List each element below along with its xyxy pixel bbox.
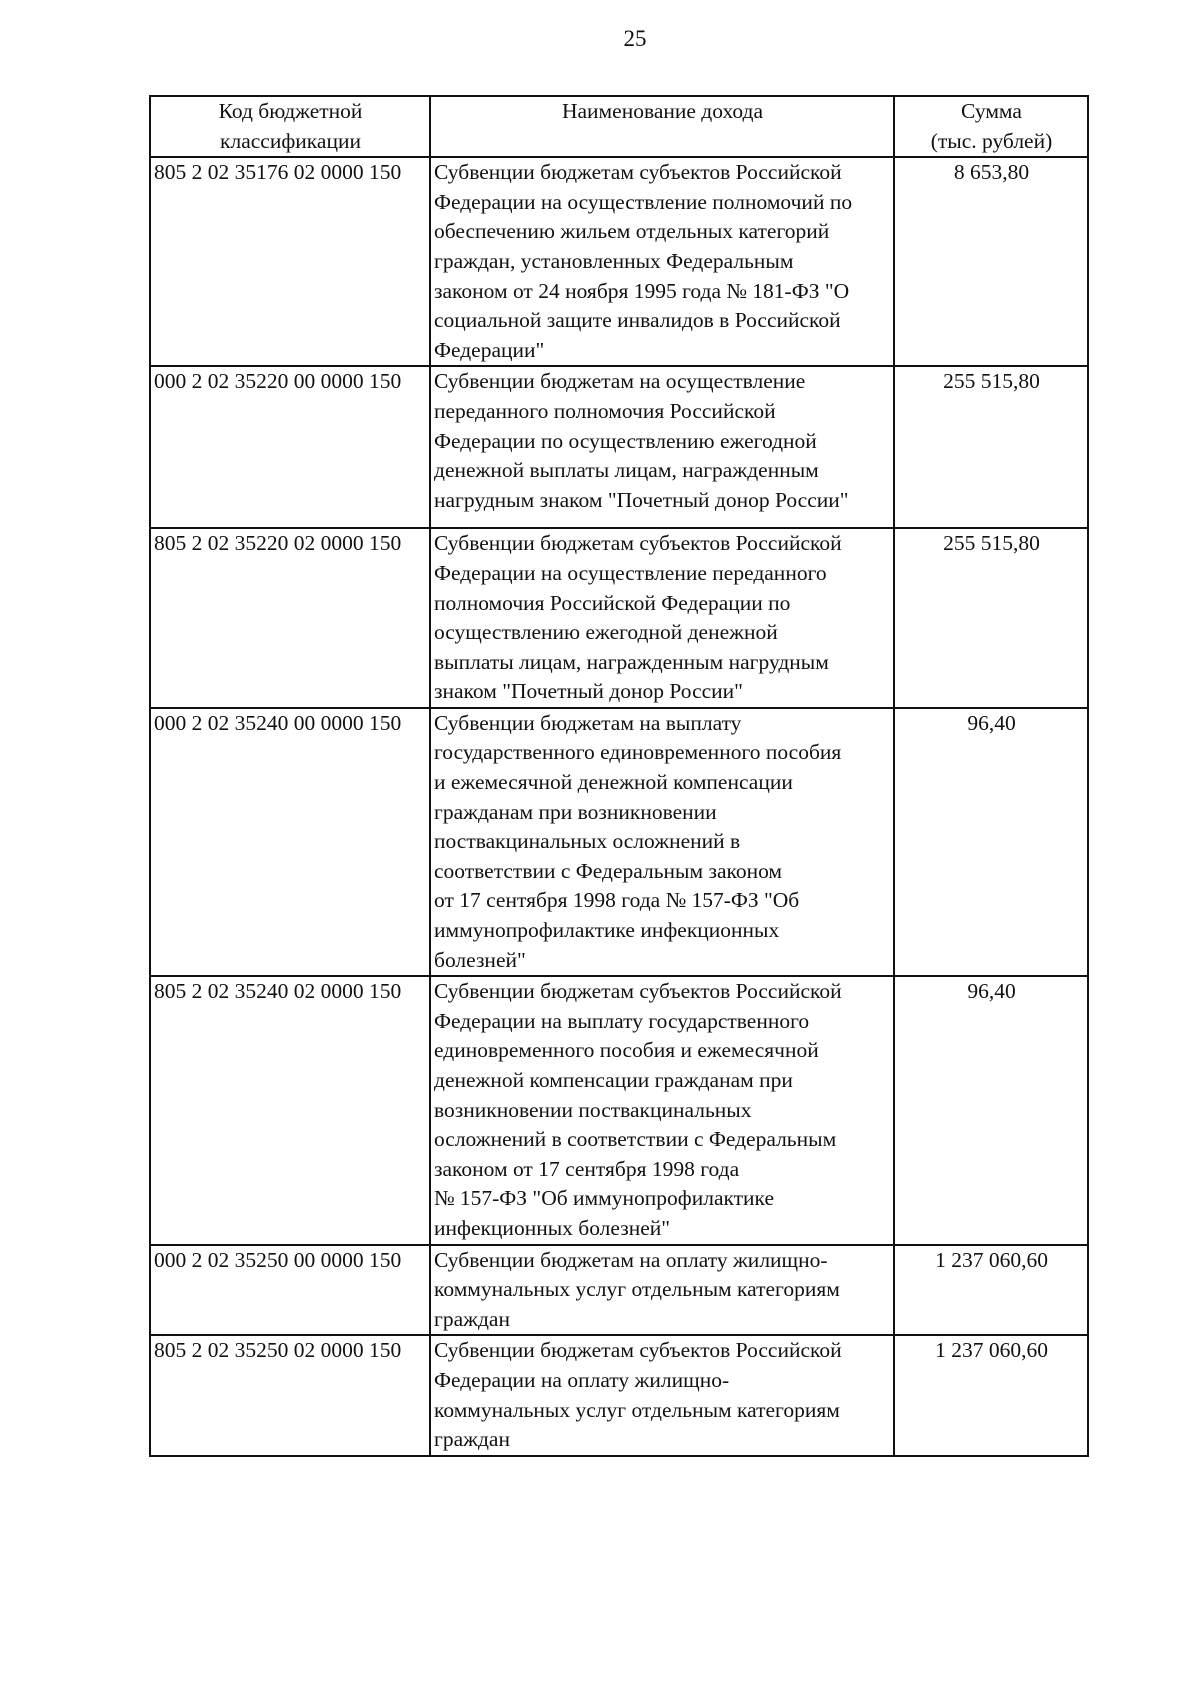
income-name-line: законом от 17 сентября 1998 года bbox=[434, 1156, 740, 1181]
income-name-line: граждан bbox=[434, 1427, 510, 1452]
income-name-line: коммунальных услуг отдельным категориям bbox=[434, 1397, 840, 1422]
budget-code-cell: 805 2 02 35220 02 0000 150 bbox=[150, 528, 430, 708]
budget-code-cell: 805 2 02 35176 02 0000 150 bbox=[150, 157, 430, 366]
income-name-line: выплаты лицам, награжденным нагрудным bbox=[434, 649, 829, 674]
page-number: 25 bbox=[623, 26, 647, 51]
amount-cell: 255 515,80 bbox=[894, 528, 1088, 708]
budget-code-cell: 000 2 02 35250 00 0000 150 bbox=[150, 1245, 430, 1336]
income-name-cell bbox=[430, 157, 894, 366]
income-name-cell bbox=[430, 976, 894, 1244]
income-name-line: единовременного пособия и ежемесячной bbox=[434, 1038, 819, 1063]
header-code bbox=[150, 96, 430, 157]
income-name-line: нагрудным знаком "Почетный донор России" bbox=[434, 487, 849, 512]
income-name-line: переданного полномочия Российской bbox=[434, 398, 776, 423]
header-code-line: классификации bbox=[220, 128, 361, 153]
budget-code-cell: 000 2 02 35240 00 0000 150 bbox=[150, 708, 430, 976]
income-name-line: болезней" bbox=[434, 947, 526, 972]
income-name-line: гражданам при возникновении bbox=[434, 799, 717, 824]
income-name-line: обеспечению жильем отдельных категорий bbox=[434, 219, 830, 244]
header-sum-line: Сумма bbox=[961, 99, 1022, 123]
amount-cell: 255 515,80 bbox=[894, 366, 1088, 528]
income-name-line: законом от 24 ноября 1995 года № 181-ФЗ "О bbox=[434, 278, 850, 303]
income-name-line: коммунальных услуг отдельным категориям bbox=[434, 1277, 840, 1302]
amount-cell: 96,40 bbox=[894, 976, 1088, 1244]
income-name-line: от 17 сентября 1998 года № 157-ФЗ "Об bbox=[434, 888, 800, 913]
income-name-line: Федерации по осуществлению ежегодной bbox=[434, 428, 817, 453]
income-name-line: инфекционных болезней" bbox=[434, 1215, 671, 1240]
amount-cell: 1 237 060,60 bbox=[894, 1245, 1088, 1336]
income-name-line: социальной защите инвалидов в Российской bbox=[434, 308, 841, 333]
income-name-line: Субвенции бюджетам субъектов Российской bbox=[434, 160, 842, 185]
table-row bbox=[150, 1335, 1088, 1455]
income-name-line: Федерации" bbox=[434, 337, 545, 362]
income-name-line: денежной выплаты лицам, награжденным bbox=[434, 458, 819, 483]
income-name-cell bbox=[430, 1245, 894, 1336]
table-row bbox=[150, 1245, 1088, 1336]
header-code-line: Код бюджетной bbox=[218, 99, 363, 123]
income-name-line: государственного единовременного пособия bbox=[434, 740, 842, 765]
budget-code-cell: 805 2 02 35250 02 0000 150 bbox=[150, 1335, 430, 1455]
income-name-line: знаком "Почетный донор России" bbox=[434, 679, 743, 704]
budget-code-cell: 000 2 02 35220 00 0000 150 bbox=[150, 366, 430, 528]
amount-cell: 1 237 060,60 bbox=[894, 1335, 1088, 1455]
income-name-line: осуществлению ежегодной денежной bbox=[434, 620, 778, 645]
income-name-line: поствакцинальных осложнений в bbox=[434, 829, 741, 854]
income-name-line: Субвенции бюджетам на выплату bbox=[434, 710, 742, 735]
income-name-cell bbox=[430, 528, 894, 708]
income-name-line: иммунопрофилактике инфекционных bbox=[434, 918, 780, 943]
budget-income-table bbox=[149, 95, 1089, 1457]
header-name-line: Наименование дохода bbox=[561, 99, 764, 123]
income-name-line: полномочия Российской Федерации по bbox=[434, 590, 791, 615]
income-name-line: и ежемесячной денежной компенсации bbox=[434, 770, 793, 795]
income-name-line: граждан, установленных Федеральным bbox=[434, 248, 794, 273]
income-name-line: № 157-ФЗ "Об иммунопрофилактике bbox=[434, 1186, 775, 1211]
income-name-cell bbox=[430, 708, 894, 976]
income-name-line: возникновении поствакцинальных bbox=[434, 1097, 752, 1122]
income-name-cell bbox=[430, 366, 894, 528]
income-name-line: соответствии с Федеральным законом bbox=[434, 858, 783, 883]
income-name-line: Субвенции бюджетам субъектов Российской bbox=[434, 531, 842, 556]
income-name-line: Федерации на осуществление переданного bbox=[434, 560, 827, 585]
amount-cell: 8 653,80 bbox=[894, 157, 1088, 366]
income-name-line: осложнений в соответствии с Федеральным bbox=[434, 1127, 837, 1152]
income-name-line: денежной компенсации гражданам при bbox=[434, 1068, 793, 1092]
table-row bbox=[150, 528, 1088, 708]
table-row bbox=[150, 366, 1088, 528]
budget-code-cell: 805 2 02 35240 02 0000 150 bbox=[150, 976, 430, 1244]
income-name-line: Федерации на выплату государственного bbox=[434, 1008, 810, 1033]
income-name-line: Субвенции бюджетам субъектов Российской bbox=[434, 1338, 842, 1363]
table-row bbox=[150, 976, 1088, 1244]
income-name-line: Субвенции бюджетам субъектов Российской bbox=[434, 979, 842, 1004]
income-name-cell bbox=[430, 1335, 894, 1455]
header-name bbox=[430, 96, 894, 157]
header-sum bbox=[894, 96, 1088, 157]
income-name-line: Субвенции бюджетам на осуществление bbox=[434, 369, 806, 394]
header-sum-line: (тыс. рублей) bbox=[930, 128, 1053, 153]
table-body bbox=[150, 157, 1088, 1456]
table-header-row bbox=[150, 96, 1088, 157]
income-name-line: Федерации на осуществление полномочий по bbox=[434, 189, 853, 214]
income-name-line: Субвенции бюджетам на оплату жилищно- bbox=[434, 1247, 828, 1272]
income-name-line: Федерации на оплату жилищно- bbox=[434, 1367, 730, 1392]
income-name-line: граждан bbox=[434, 1306, 510, 1331]
table-row bbox=[150, 157, 1088, 366]
table-row bbox=[150, 708, 1088, 976]
amount-cell: 96,40 bbox=[894, 708, 1088, 976]
